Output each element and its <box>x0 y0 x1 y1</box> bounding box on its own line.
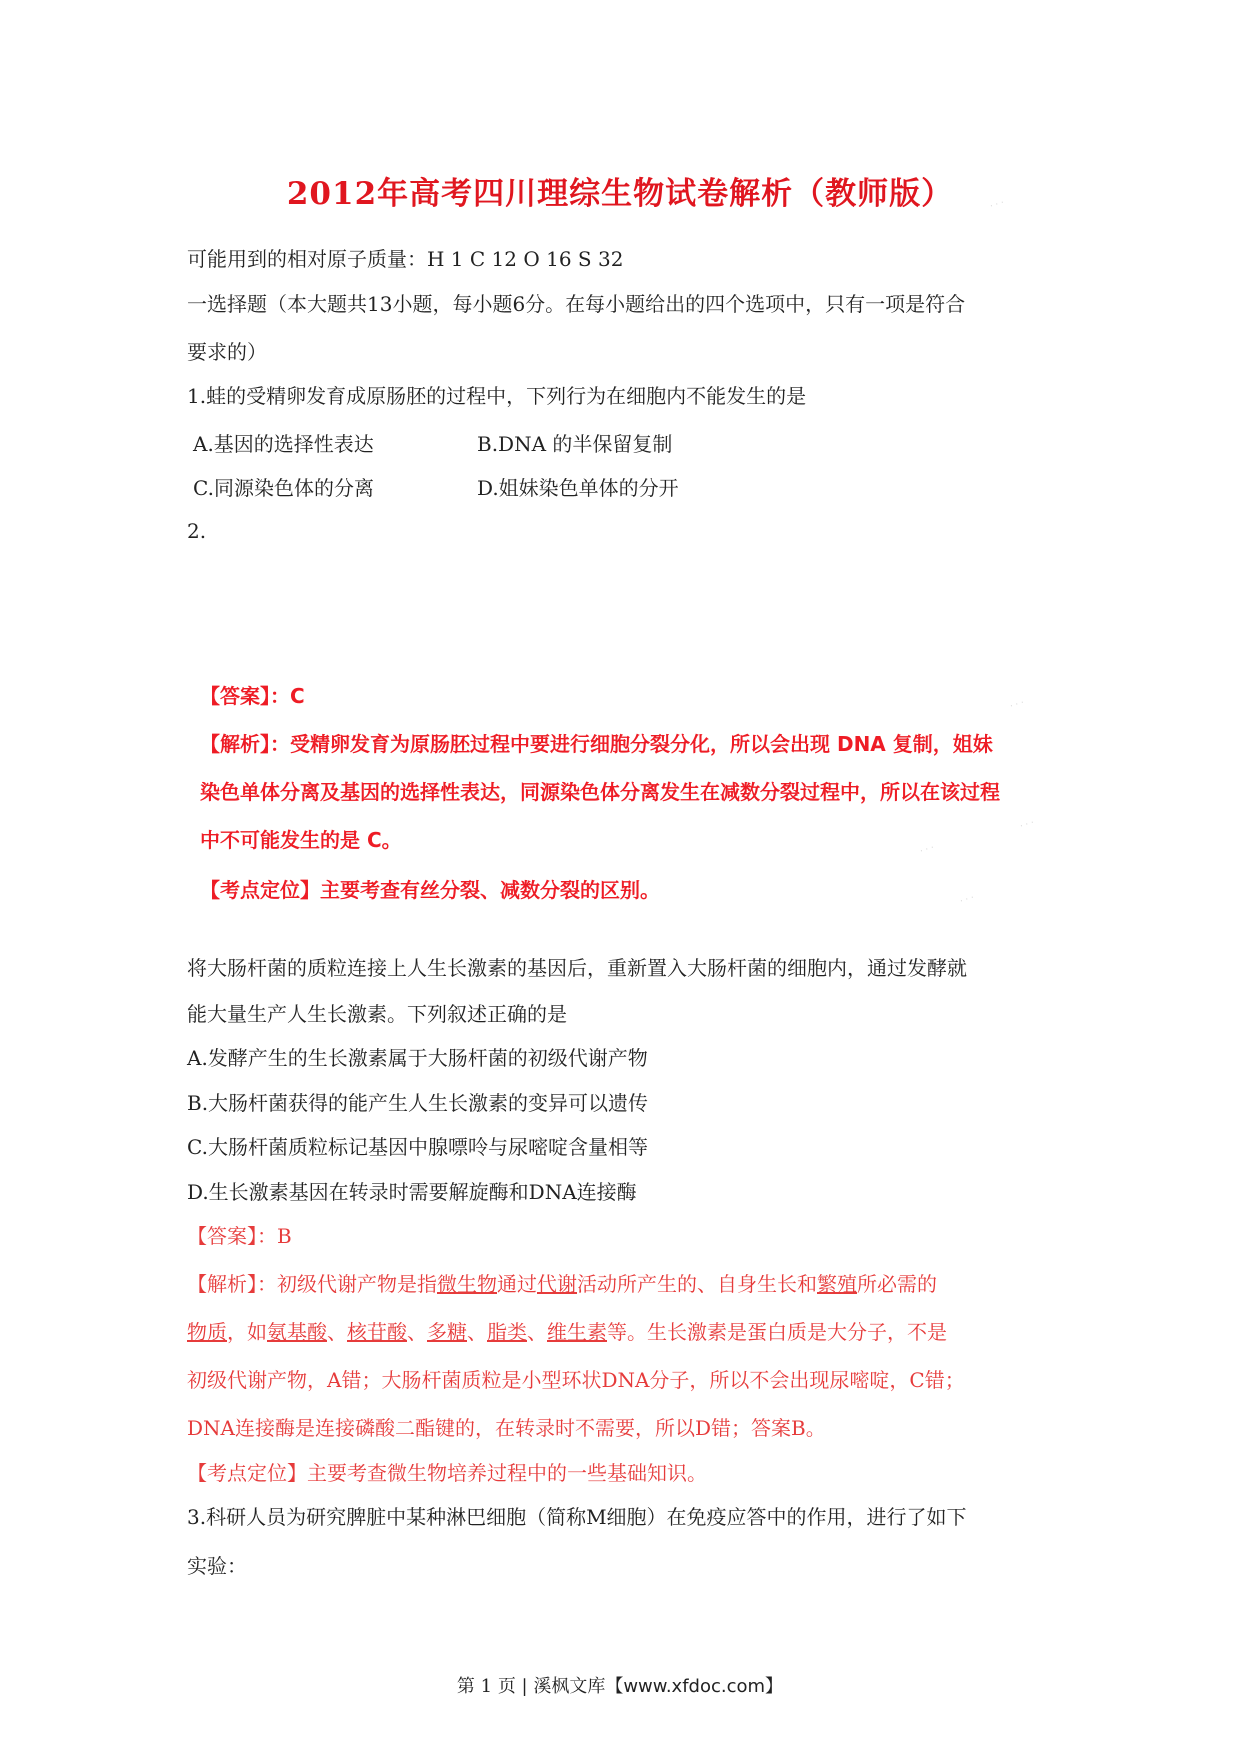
q2-analysis-line2 <box>187 1318 947 1346</box>
q1-option-b: B.DNA 的半保留复制 <box>477 432 673 456</box>
analysis-text: 、 <box>327 1320 347 1344</box>
q2-option-c: C.大肠杆菌质粒标记基因中腺嘌呤与尿嘧啶含量相等 <box>187 1135 648 1159</box>
analysis-text: ，如 <box>227 1320 267 1344</box>
page-footer <box>0 1672 1240 1698</box>
analysis-text: 、 <box>407 1320 427 1344</box>
q1-analysis-line1: 【解析】：受精卵发育为原肠胚过程中要进行细胞分裂分化，所以会出现 DNA 复制，姐妹 <box>200 732 993 756</box>
page-title: 2012年高考四川理综生物试卷解析（教师版） <box>286 176 954 212</box>
q2-point: 【考点定位】主要考查微生物培养过程中的一些基础知识。 <box>187 1461 707 1485</box>
analysis-text: 、 <box>527 1320 547 1344</box>
watermark-mark: · · · <box>1008 698 1026 712</box>
analysis-text: 、 <box>467 1320 487 1344</box>
q1-analysis-line3: 中不可能发生的是 C。 <box>200 828 402 852</box>
analysis-text: 等。生长激素是蛋白质是大分子，不是 <box>607 1320 947 1344</box>
q2-stem-line1: 将大肠杆菌的质粒连接上人生长激素的基因后，重新置入大肠杆菌的细胞内，通过发酵就 <box>187 956 967 980</box>
link-microbe[interactable]: 微生物 <box>437 1272 497 1296</box>
link-metabolism[interactable]: 代谢 <box>537 1272 577 1296</box>
link-vitamin[interactable]: 维生素 <box>547 1320 607 1344</box>
analysis-text: 通过 <box>497 1272 537 1296</box>
analysis-text: 活动所产生的、自身生长和 <box>577 1272 817 1296</box>
q1-answer: 【答案】：C <box>200 684 305 708</box>
q1-option-a: A.基因的选择性表达 <box>193 432 374 456</box>
q3-stem-line2: 实验： <box>187 1554 247 1578</box>
section-heading-line2: 要求的） <box>187 340 267 364</box>
footer-url-link[interactable]: 【www.xfdoc.com】 <box>605 1676 784 1697</box>
q2-analysis-line3: 初级代谢产物，A错；大肠杆菌质粒是小型环状DNA分子，所以不会出现尿嘧啶，C错； <box>187 1368 965 1392</box>
analysis-text: 所必需的 <box>857 1272 937 1296</box>
q2-analysis-line4: DNA连接酶是连接磷酸二酯键的，在转录时不需要，所以D错；答案B。 <box>187 1416 826 1440</box>
q2-option-b: B.大肠杆菌获得的能产生人生长激素的变异可以遗传 <box>187 1091 649 1115</box>
q1-point: 【考点定位】主要考查有丝分裂、减数分裂的区别。 <box>200 878 660 902</box>
link-reproduction[interactable]: 繁殖 <box>817 1272 857 1296</box>
link-nucleotide[interactable]: 核苷酸 <box>347 1320 407 1344</box>
q2-stem-line2: 能大量生产人生长激素。下列叙述正确的是 <box>187 1002 567 1026</box>
footer-page-label: 第 1 页 | 溪枫文库 <box>456 1676 606 1697</box>
link-substance[interactable]: 物质 <box>187 1320 227 1344</box>
link-amino-acid[interactable]: 氨基酸 <box>267 1320 327 1344</box>
watermark-mark: · · · <box>988 198 1006 212</box>
section-heading-line1: 一选择题（本大题共13小题，每小题6分。在每小题给出的四个选项中，只有一项是符合 <box>187 292 966 316</box>
q2-number: 2. <box>187 519 207 543</box>
atomic-mass-line: 可能用到的相对原子质量：H 1 C 12 O 16 S 32 <box>187 247 624 271</box>
q3-stem-line1: 3.科研人员为研究脾脏中某种淋巴细胞（简称M细胞）在免疫应答中的作用，进行了如下 <box>187 1505 967 1529</box>
watermark-mark: · · · <box>918 843 936 857</box>
q2-analysis-line1 <box>187 1270 937 1298</box>
analysis-text: 【解析】：初级代谢产物是指 <box>187 1272 437 1296</box>
q2-answer: 【答案】：B <box>187 1224 292 1248</box>
q1-stem: 1.蛙的受精卵发育成原肠胚的过程中，下列行为在细胞内不能发生的是 <box>187 384 807 408</box>
link-lipid[interactable]: 脂类 <box>487 1320 527 1344</box>
q1-option-d: D.姐妹染色单体的分开 <box>477 476 679 500</box>
watermark-mark: · · · <box>958 893 976 907</box>
q1-analysis-line2: 染色单体分离及基因的选择性表达，同源染色体分离发生在减数分裂过程中，所以在该过程 <box>200 780 1000 804</box>
q1-option-c: C.同源染色体的分离 <box>193 476 374 500</box>
watermark-mark: · · · <box>1018 818 1036 832</box>
link-polysaccharide[interactable]: 多糖 <box>427 1320 467 1344</box>
q2-option-a: A.发酵产生的生长激素属于大肠杆菌的初级代谢产物 <box>187 1046 648 1070</box>
q2-option-d: D.生长激素基因在转录时需要解旋酶和DNA连接酶 <box>187 1180 637 1204</box>
